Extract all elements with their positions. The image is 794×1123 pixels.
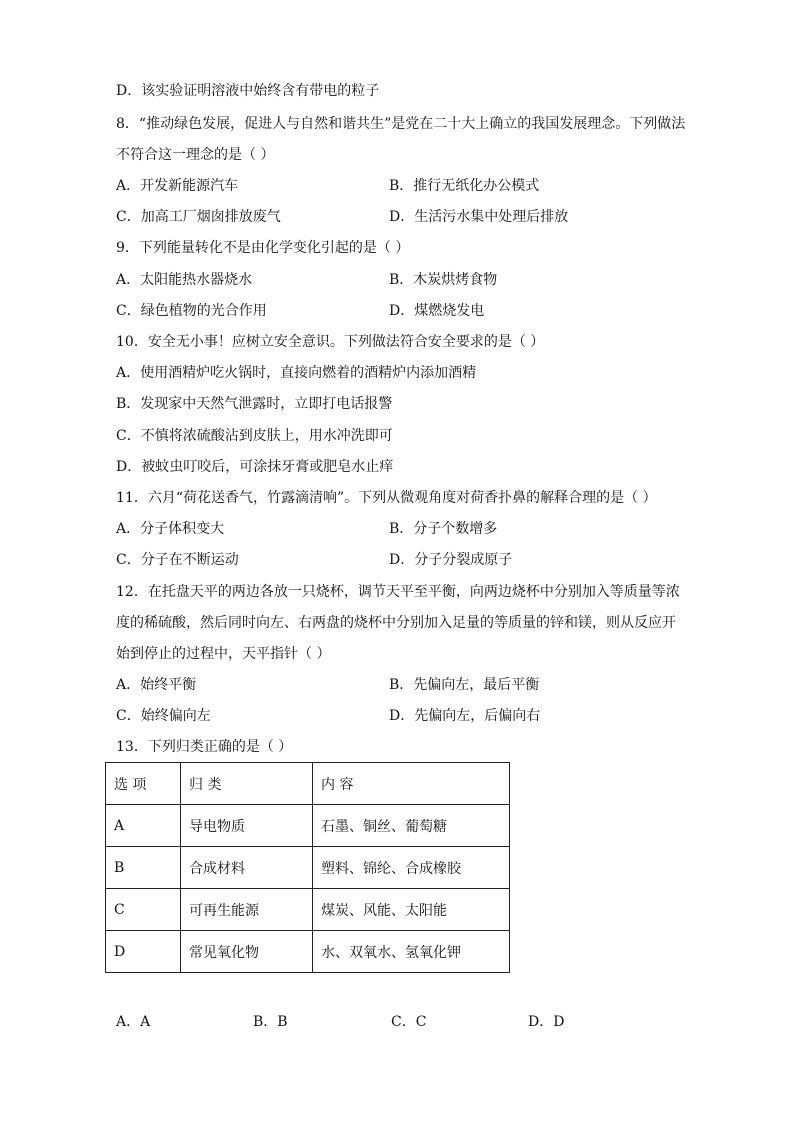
q12-option-b: B．先偏向左，最后平衡 [389, 677, 540, 693]
q9-option-b: B．木炭烘烤食物 [389, 272, 498, 288]
q13-option-d: D．D [528, 1014, 565, 1030]
q12-stem-line1: 12．在托盘天平的两边各放一只烧杯，调节天平至平衡，向两边烧杯中分别加入等质量等浓 [116, 584, 680, 600]
table-header-cell: 选 项 [106, 763, 181, 805]
q8-option-a: A．开发新能源汽车 [116, 178, 239, 194]
table-cell: 煤炭、风能、太阳能 [313, 889, 510, 931]
q13-classification-table [105, 762, 510, 973]
table-cell: 可再生能源 [181, 889, 313, 931]
q12-option-c: C．始终偏向左 [116, 708, 211, 724]
q13-option-a: A．A [116, 1014, 151, 1030]
table-cell: 塑料、锦纶、合成橡胶 [313, 847, 510, 889]
q9-stem: 9．下列能量转化不是由化学变化引起的是（ ） [116, 240, 410, 256]
q13-stem: 13．下列归类正确的是（ ） [116, 739, 293, 755]
q12-option-a: A．始终平衡 [116, 677, 197, 693]
table-row [106, 931, 510, 973]
q8-stem-line1: 8．“推动绿色发展，促进人与自然和谐共生”是党在二十大上确立的我国发展理念。下列做法 [116, 116, 686, 132]
q11-stem: 11．六月“荷花送香气，竹露滴清响”。下列从微观角度对荷香扑鼻的解释合理的是（ ） [116, 490, 657, 506]
table-cell: 合成材料 [181, 847, 313, 889]
q12-stem-line2: 度的稀硫酸，然后同时向左、右两盘的烧杯中分别加入足量的等质量的锌和镁，则从反应开 [116, 615, 676, 631]
table-cell: 常见氧化物 [181, 931, 313, 973]
table-header-cell: 内 容 [313, 763, 510, 805]
q9-option-a: A．太阳能热水器烧水 [116, 272, 253, 288]
table-row [106, 805, 510, 847]
table-row [106, 889, 510, 931]
q11-option-c: C．分子在不断运动 [116, 552, 239, 568]
q11-option-d: D．分子分裂成原子 [389, 552, 513, 568]
q8-option-b: B．推行无纸化办公模式 [389, 178, 540, 194]
q8-option-d: D．生活污水集中处理后排放 [389, 209, 569, 225]
q9-option-d: D．煤燃烧发电 [389, 303, 485, 319]
q10-stem: 10．安全无小事！应树立安全意识。下列做法符合安全要求的是（ ） [116, 334, 545, 350]
q8-option-c: C．加高工厂烟囱排放废气 [116, 209, 281, 225]
q10-option-c: C．不慎将浓硫酸沾到皮肤上，用水冲洗即可 [116, 428, 393, 444]
q9-option-c: C．绿色植物的光合作用 [116, 303, 267, 319]
q10-option-d: D．被蚊虫叮咬后，可涂抹牙膏或肥皂水止痒 [116, 459, 394, 475]
table-cell: 石墨、铜丝、葡萄糖 [313, 805, 510, 847]
table-cell: D [106, 931, 181, 973]
q12-option-d: D．先偏向左，后偏向右 [389, 708, 541, 724]
q10-option-a: A．使用酒精炉吃火锅时，直接向燃着的酒精炉内添加酒精 [116, 365, 477, 381]
table-header-row [106, 763, 510, 805]
q8-stem-line2: 不符合这一理念的是（ ） [116, 147, 275, 163]
table-cell: B [106, 847, 181, 889]
q7-option-d: D．该实验证明溶液中始终含有带电的粒子 [116, 83, 380, 99]
table-cell: C [106, 889, 181, 931]
q13-option-b: B．B [253, 1014, 288, 1030]
table-row [106, 847, 510, 889]
q10-option-b: B．发现家中天然气泄露时，立即打电话报警 [116, 396, 393, 412]
table-cell: A [106, 805, 181, 847]
table-cell: 水、双氧水、氢氧化钾 [313, 931, 510, 973]
table-cell: 导电物质 [181, 805, 313, 847]
q12-stem-line3: 始到停止的过程中，天平指针（ ） [116, 646, 331, 662]
q11-option-a: A．分子体积变大 [116, 521, 225, 537]
q13-option-c: C．C [391, 1014, 427, 1030]
q11-option-b: B．分子个数增多 [389, 521, 498, 537]
table-header-cell: 归 类 [181, 763, 313, 805]
